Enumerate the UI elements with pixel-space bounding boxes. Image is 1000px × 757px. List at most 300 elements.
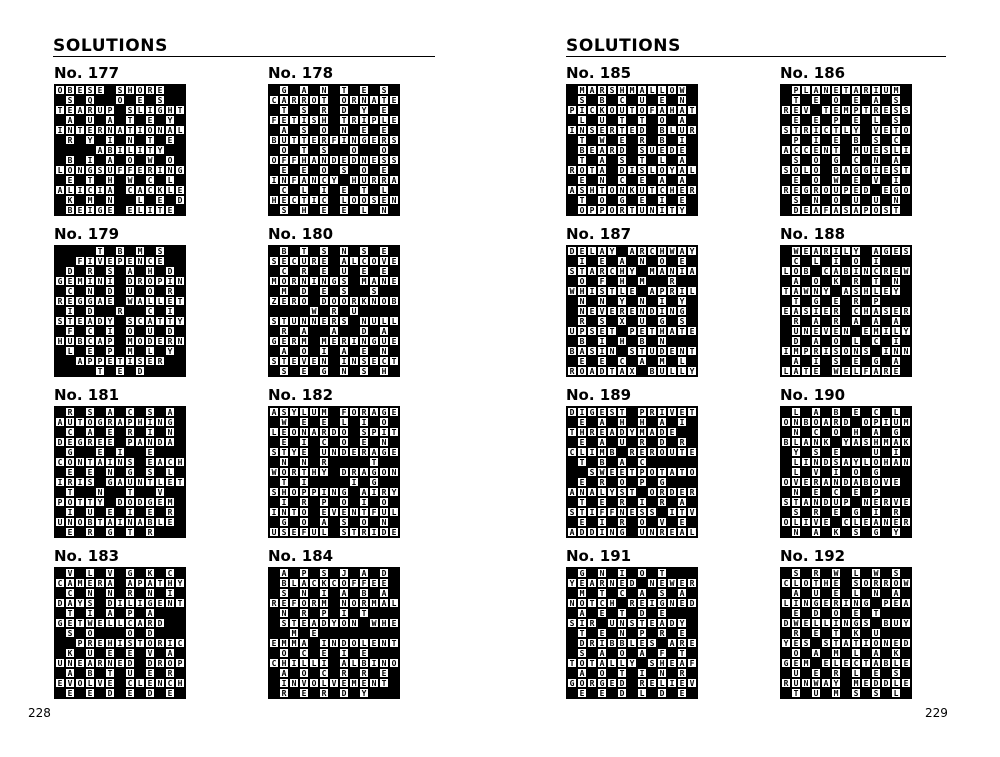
grid-cell-letter: E: [667, 527, 677, 537]
grid-cell-letter: S: [587, 326, 597, 336]
grid-cell-letter: F: [339, 407, 349, 417]
grid-cell-black: [155, 447, 165, 457]
grid-cell-black: [175, 256, 185, 266]
grid-cell-letter: S: [861, 346, 871, 356]
grid-cell-letter: S: [359, 366, 369, 376]
grid-cell-letter: K: [821, 437, 831, 447]
grid-cell-letter: E: [379, 125, 389, 135]
grid-cell-letter: U: [791, 668, 801, 678]
grid-cell-letter: P: [299, 487, 309, 497]
grid-cell-black: [329, 588, 339, 598]
grid-cell-letter: A: [871, 306, 881, 316]
grid-cell-black: [175, 648, 185, 658]
grid-cell-letter: Y: [359, 688, 369, 698]
grid-cell-letter: S: [389, 155, 399, 165]
grid-cell-letter: E: [389, 115, 399, 125]
grid-cell-black: [155, 135, 165, 145]
grid-cell-letter: L: [811, 618, 821, 628]
grid-cell-black: [567, 517, 577, 527]
grid-cell-black: [289, 145, 299, 155]
grid-cell-letter: S: [607, 407, 617, 417]
grid-cell-black: [349, 165, 359, 175]
grid-cell-letter: N: [75, 457, 85, 467]
grid-cell-letter: S: [85, 407, 95, 417]
grid-cell-letter: M: [279, 638, 289, 648]
grid-cell-black: [627, 276, 637, 286]
grid-cell-black: [359, 457, 369, 467]
grid-cell-black: [687, 135, 697, 145]
grid-cell-letter: N: [871, 588, 881, 598]
grid-cell-letter: T: [65, 316, 75, 326]
grid-cell-letter: L: [831, 658, 841, 668]
grid-cell-letter: H: [105, 175, 115, 185]
grid-cell-letter: B: [597, 457, 607, 467]
grid-cell-black: [881, 276, 891, 286]
grid-cell-letter: S: [871, 135, 881, 145]
grid-cell-letter: I: [567, 125, 577, 135]
grid-cell-letter: N: [389, 195, 399, 205]
grid-cell-letter: G: [567, 678, 577, 688]
grid-cell-letter: L: [627, 638, 637, 648]
grid-cell-black: [135, 658, 145, 668]
grid-cell-black: [359, 145, 369, 155]
grid-cell-letter: U: [871, 447, 881, 457]
grid-cell-black: [781, 467, 791, 477]
grid-cell-letter: L: [155, 477, 165, 487]
grid-cell-letter: R: [85, 105, 95, 115]
grid-cell-letter: D: [637, 125, 647, 135]
grid-cell-letter: H: [577, 427, 587, 437]
grid-cell-black: [55, 266, 65, 276]
grid-cell-letter: O: [647, 467, 657, 477]
grid-cell-black: [389, 648, 399, 658]
grid-cell-letter: O: [349, 407, 359, 417]
grid-cell-black: [329, 95, 339, 105]
grid-cell-black: [687, 628, 697, 638]
grid-cell-black: [105, 246, 115, 256]
grid-cell-letter: G: [597, 678, 607, 688]
grid-cell-black: [269, 266, 279, 276]
grid-cell-letter: K: [65, 195, 75, 205]
grid-cell-letter: U: [831, 185, 841, 195]
grid-cell-letter: R: [85, 527, 95, 537]
grid-cell-letter: P: [319, 608, 329, 618]
grid-cell-letter: U: [279, 135, 289, 145]
grid-cell-black: [115, 588, 125, 598]
grid-cell-letter: T: [75, 417, 85, 427]
grid-cell-letter: I: [299, 437, 309, 447]
grid-cell-letter: C: [269, 658, 279, 668]
grid-cell-letter: S: [587, 467, 597, 477]
grid-cell-letter: O: [299, 598, 309, 608]
grid-cell-letter: E: [851, 185, 861, 195]
grid-cell-black: [115, 276, 125, 286]
grid-cell-letter: I: [165, 588, 175, 598]
grid-cell-letter: A: [299, 85, 309, 95]
grid-cell-black: [567, 175, 577, 185]
grid-cell-letter: A: [871, 316, 881, 326]
grid-cell-letter: U: [359, 175, 369, 185]
grid-cell-letter: T: [577, 457, 587, 467]
grid-cell-letter: P: [831, 115, 841, 125]
grid-cell-letter: H: [861, 286, 871, 296]
grid-cell-letter: P: [577, 326, 587, 336]
grid-cell-black: [861, 447, 871, 457]
grid-cell-letter: Y: [687, 246, 697, 256]
grid-cell-letter: M: [891, 85, 901, 95]
grid-cell-black: [339, 628, 349, 638]
grid-cell-letter: N: [871, 155, 881, 165]
grid-cell-letter: M: [637, 276, 647, 286]
grid-cell-letter: N: [379, 638, 389, 648]
grid-cell-letter: N: [369, 678, 379, 688]
grid-cell-black: [389, 517, 399, 527]
grid-cell-black: [289, 417, 299, 427]
grid-cell-letter: C: [647, 246, 657, 256]
grid-cell-black: [95, 507, 105, 517]
grid-cell-letter: G: [657, 477, 667, 487]
grid-cell-letter: R: [165, 668, 175, 678]
grid-cell-letter: N: [289, 678, 299, 688]
grid-cell-letter: A: [309, 155, 319, 165]
grid-cell-letter: C: [85, 185, 95, 195]
grid-cell-letter: E: [627, 306, 637, 316]
grid-cell-letter: E: [175, 185, 185, 195]
grid-cell-letter: C: [851, 658, 861, 668]
grid-cell-letter: T: [607, 326, 617, 336]
grid-cell-black: [125, 306, 135, 316]
grid-cell-letter: E: [801, 477, 811, 487]
grid-cell-letter: B: [65, 155, 75, 165]
grid-cell-black: [55, 628, 65, 638]
grid-cell-letter: E: [657, 95, 667, 105]
grid-cell-letter: U: [791, 678, 801, 688]
grid-cell-letter: C: [125, 185, 135, 195]
grid-cell-letter: L: [851, 668, 861, 678]
grid-cell-letter: E: [587, 145, 597, 155]
grid-cell-black: [389, 457, 399, 467]
grid-cell-letter: I: [165, 638, 175, 648]
grid-cell-letter: D: [667, 145, 677, 155]
grid-cell-black: [861, 507, 871, 517]
grid-cell-black: [781, 628, 791, 638]
grid-cell-black: [687, 568, 697, 578]
grid-cell-black: [841, 487, 851, 497]
grid-cell-letter: B: [145, 517, 155, 527]
grid-cell-black: [349, 668, 359, 678]
grid-cell-letter: A: [279, 568, 289, 578]
grid-cell-letter: I: [597, 517, 607, 527]
grid-cell-letter: H: [349, 175, 359, 185]
grid-cell-letter: D: [349, 155, 359, 165]
grid-cell-letter: O: [607, 185, 617, 195]
grid-cell-letter: A: [329, 326, 339, 336]
grid-cell-black: [901, 688, 911, 698]
grid-cell-black: [155, 346, 165, 356]
grid-cell-letter: N: [617, 618, 627, 628]
grid-cell-black: [105, 85, 115, 95]
grid-cell-letter: A: [309, 427, 319, 437]
crossword-grid: [566, 245, 698, 377]
grid-cell-black: [687, 276, 697, 286]
grid-cell-letter: Q: [85, 95, 95, 105]
grid-cell-letter: O: [597, 668, 607, 678]
grid-cell-letter: N: [379, 346, 389, 356]
grid-cell-letter: K: [319, 578, 329, 588]
grid-cell-black: [881, 95, 891, 105]
grid-cell-letter: L: [677, 366, 687, 376]
grid-cell-letter: S: [339, 316, 349, 326]
grid-cell-black: [667, 155, 677, 165]
grid-cell-letter: B: [389, 296, 399, 306]
grid-cell-letter: O: [811, 155, 821, 165]
grid-cell-letter: N: [165, 427, 175, 437]
grid-cell-black: [801, 155, 811, 165]
grid-cell-letter: C: [55, 457, 65, 467]
grid-cell-letter: O: [379, 296, 389, 306]
grid-cell-black: [781, 115, 791, 125]
grid-cell-letter: I: [125, 356, 135, 366]
grid-cell-black: [567, 648, 577, 658]
grid-cell-black: [587, 417, 597, 427]
grid-cell-letter: R: [165, 286, 175, 296]
grid-cell-letter: U: [105, 165, 115, 175]
grid-cell-black: [155, 155, 165, 165]
grid-cell-black: [861, 628, 871, 638]
grid-cell-letter: P: [637, 628, 647, 638]
grid-cell-letter: L: [791, 467, 801, 477]
grid-cell-black: [269, 648, 279, 658]
grid-cell-letter: N: [349, 507, 359, 517]
grid-cell-letter: D: [299, 286, 309, 296]
grid-cell-letter: E: [607, 467, 617, 477]
grid-cell-black: [677, 477, 687, 487]
grid-cell-letter: A: [319, 517, 329, 527]
grid-cell-letter: D: [339, 447, 349, 457]
grid-cell-letter: E: [597, 688, 607, 698]
grid-cell-letter: R: [607, 125, 617, 135]
grid-cell-letter: R: [871, 578, 881, 588]
grid-cell-letter: T: [627, 467, 637, 477]
grid-cell-letter: P: [801, 346, 811, 356]
grid-cell-black: [55, 286, 65, 296]
grid-cell-letter: L: [175, 125, 185, 135]
grid-cell-black: [55, 246, 65, 256]
grid-cell-letter: D: [155, 618, 165, 628]
grid-cell-black: [637, 286, 647, 296]
grid-cell-black: [567, 336, 577, 346]
grid-cell-letter: D: [105, 286, 115, 296]
grid-cell-letter: E: [577, 175, 587, 185]
grid-cell-black: [95, 598, 105, 608]
grid-cell-letter: E: [627, 125, 637, 135]
grid-cell-letter: T: [85, 457, 95, 467]
grid-cell-letter: S: [279, 205, 289, 215]
grid-cell-black: [55, 135, 65, 145]
grid-cell-letter: D: [145, 628, 155, 638]
grid-cell-letter: N: [851, 598, 861, 608]
grid-cell-letter: C: [617, 95, 627, 105]
grid-cell-black: [55, 205, 65, 215]
grid-cell-letter: R: [831, 668, 841, 678]
grid-cell-black: [901, 568, 911, 578]
grid-cell-letter: H: [279, 487, 289, 497]
grid-cell-letter: E: [627, 507, 637, 517]
grid-cell-letter: N: [155, 125, 165, 135]
grid-cell-letter: E: [135, 165, 145, 175]
grid-cell-letter: F: [65, 326, 75, 336]
grid-cell-letter: S: [791, 195, 801, 205]
grid-cell-black: [567, 155, 577, 165]
grid-cell-letter: I: [677, 135, 687, 145]
grid-cell-letter: U: [891, 417, 901, 427]
grid-cell-letter: E: [677, 688, 687, 698]
grid-cell-letter: N: [299, 427, 309, 437]
grid-cell-letter: H: [851, 427, 861, 437]
grid-cell-letter: G: [801, 185, 811, 195]
grid-cell-letter: E: [279, 296, 289, 306]
grid-cell-letter: U: [617, 437, 627, 447]
grid-cell-black: [155, 266, 165, 276]
grid-cell-letter: O: [607, 205, 617, 215]
grid-cell-letter: R: [647, 407, 657, 417]
grid-cell-black: [115, 115, 125, 125]
grid-cell-black: [115, 487, 125, 497]
grid-cell-letter: M: [657, 356, 667, 366]
grid-cell-letter: D: [567, 407, 577, 417]
grid-cell-black: [607, 628, 617, 638]
grid-cell-black: [781, 568, 791, 578]
grid-cell-black: [667, 688, 677, 698]
grid-cell-letter: E: [891, 306, 901, 316]
grid-cell-letter: C: [891, 135, 901, 145]
grid-cell-letter: I: [811, 306, 821, 316]
grid-cell-letter: R: [627, 447, 637, 457]
crossword-grid: [268, 245, 400, 377]
grid-cell-letter: R: [349, 296, 359, 306]
grid-cell-black: [607, 668, 617, 678]
grid-cell-letter: O: [349, 195, 359, 205]
grid-cell-letter: O: [349, 638, 359, 648]
grid-cell-letter: N: [379, 205, 389, 215]
grid-cell-letter: T: [597, 588, 607, 598]
grid-cell-letter: I: [831, 618, 841, 628]
grid-cell-letter: A: [577, 668, 587, 678]
grid-cell-black: [627, 95, 637, 105]
grid-cell-letter: T: [155, 316, 165, 326]
grid-cell-black: [269, 588, 279, 598]
grid-cell-black: [881, 688, 891, 698]
grid-cell-letter: T: [861, 658, 871, 668]
grid-cell-letter: T: [289, 507, 299, 517]
grid-cell-letter: W: [831, 175, 841, 185]
grid-cell-letter: E: [75, 85, 85, 95]
grid-cell-letter: T: [587, 658, 597, 668]
grid-cell-black: [647, 457, 657, 467]
grid-cell-black: [587, 276, 597, 286]
grid-cell-letter: M: [791, 346, 801, 356]
grid-cell-black: [821, 296, 831, 306]
grid-cell-black: [687, 155, 697, 165]
grid-cell-black: [75, 608, 85, 618]
grid-cell-letter: O: [901, 185, 911, 195]
grid-cell-letter: E: [891, 246, 901, 256]
grid-cell-letter: T: [95, 366, 105, 376]
grid-cell-letter: A: [389, 175, 399, 185]
grid-cell-black: [115, 105, 125, 115]
grid-cell-black: [647, 256, 657, 266]
grid-cell-black: [135, 568, 145, 578]
grid-cell-letter: N: [901, 457, 911, 467]
grid-cell-letter: N: [647, 527, 657, 537]
grid-cell-black: [75, 115, 85, 125]
grid-cell-letter: E: [155, 336, 165, 346]
grid-cell-black: [369, 668, 379, 678]
grid-cell-letter: T: [279, 447, 289, 457]
grid-cell-black: [309, 125, 319, 135]
grid-cell-letter: C: [165, 568, 175, 578]
grid-cell-black: [329, 195, 339, 205]
grid-cell-letter: R: [861, 85, 871, 95]
grid-cell-black: [175, 668, 185, 678]
grid-cell-letter: E: [577, 517, 587, 527]
grid-cell-letter: A: [597, 648, 607, 658]
grid-cell-letter: A: [871, 246, 881, 256]
grid-cell-letter: S: [299, 105, 309, 115]
grid-cell-letter: E: [657, 578, 667, 588]
grid-cell-letter: V: [687, 678, 697, 688]
grid-cell-letter: A: [597, 417, 607, 427]
grid-cell-letter: W: [801, 286, 811, 296]
grid-cell-letter: N: [339, 598, 349, 608]
grid-cell-black: [577, 467, 587, 477]
grid-cell-black: [309, 246, 319, 256]
grid-cell-letter: L: [687, 527, 697, 537]
grid-cell-letter: I: [597, 527, 607, 537]
grid-cell-letter: I: [145, 427, 155, 437]
grid-cell-letter: B: [577, 336, 587, 346]
grid-cell-letter: G: [811, 296, 821, 306]
grid-cell-black: [55, 306, 65, 316]
grid-cell-letter: E: [597, 608, 607, 618]
grid-cell-black: [349, 497, 359, 507]
grid-cell-letter: S: [801, 306, 811, 316]
grid-cell-letter: A: [901, 598, 911, 608]
grid-cell-letter: A: [125, 266, 135, 276]
grid-cell-black: [55, 568, 65, 578]
grid-cell-black: [841, 507, 851, 517]
grid-cell-black: [329, 467, 339, 477]
grid-cell-letter: W: [901, 578, 911, 588]
grid-cell-black: [75, 588, 85, 598]
grid-cell-letter: R: [289, 296, 299, 306]
grid-cell-black: [627, 175, 637, 185]
grid-cell-letter: V: [299, 356, 309, 366]
grid-cell-black: [617, 246, 627, 256]
grid-cell-letter: N: [105, 125, 115, 135]
grid-cell-black: [105, 628, 115, 638]
grid-cell-letter: D: [359, 326, 369, 336]
grid-cell-black: [115, 135, 125, 145]
grid-cell-black: [55, 688, 65, 698]
grid-cell-black: [901, 276, 911, 286]
grid-cell-letter: Y: [901, 326, 911, 336]
grid-cell-letter: N: [279, 175, 289, 185]
grid-cell-letter: N: [597, 296, 607, 306]
grid-cell-letter: I: [105, 135, 115, 145]
grid-cell-black: [587, 688, 597, 698]
grid-cell-letter: E: [667, 346, 677, 356]
